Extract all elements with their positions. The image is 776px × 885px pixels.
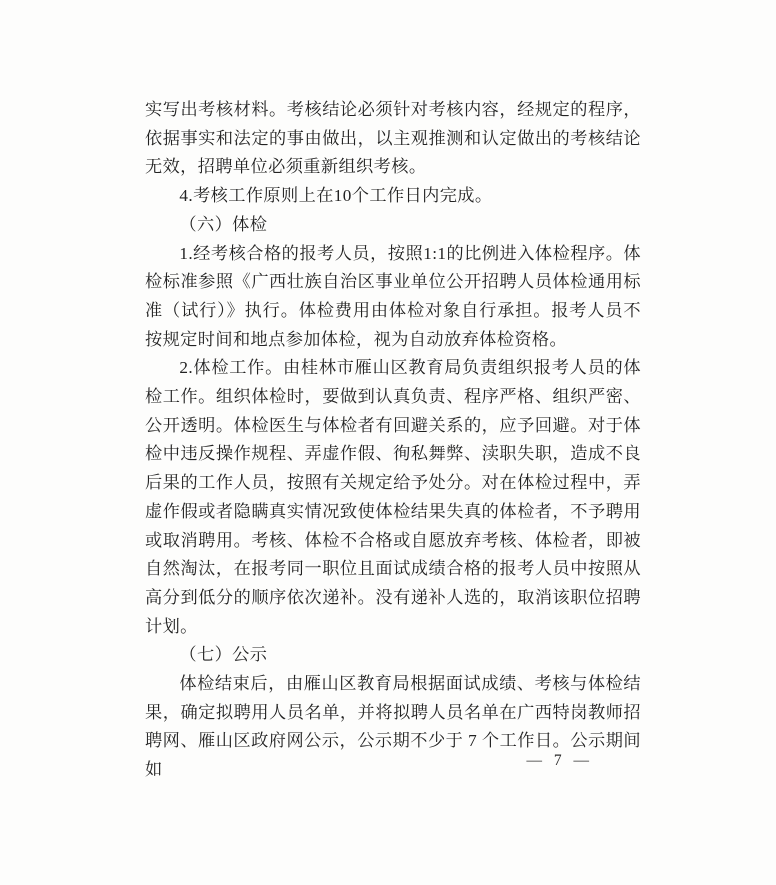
text-line: 高分到低分的顺序依次递补。没有递补人选的，取消该职位招聘 [145,587,641,607]
document-body [145,96,641,785]
text-line: 后果的工作人员，按照有关规定给予处分。对在体检过程中，弄 [145,473,641,493]
text-line: 聘网、雁山区政府网公示，公示期不少于 7 个工作日。公示期间如 [145,731,641,780]
text-line: 果，确定拟聘用人员名单，并将拟聘人员名单在广西特岗教师招 [145,702,641,722]
text-line: 公开透明。体检医生与体检者有回避关系的，应予回避。对于体 [145,415,641,435]
text-line: 准（试行）》执行。体检费用由体检对象自行承担。报考人员不 [145,300,641,320]
text-line: （六）体检 [179,214,268,234]
text-line: （七）公示 [179,645,268,665]
text-line: 虚作假或者隐瞒真实情况致使体检结果失真的体检者，不予聘用 [145,501,641,521]
text-line: 2.体检工作。由桂林市雁山区教育局负责组织报考人员的体 [179,358,641,378]
text-line: 实写出考核材料。考核结论必须针对考核内容，经规定的程序， [145,100,641,119]
text-line: 检标准参照《广西壮族自治区事业单位公开招聘人员体检通用标 [145,272,641,292]
text-line: 无效，招聘单位必须重新组织考核。 [145,157,427,177]
text-line: 计划。 [145,616,198,636]
text-line: 1.经考核合格的报考人员，按照1:1的比例进入体检程序。体 [179,243,641,263]
text-line: 检工作。组织体检时，要做到认真负责、程序严格、组织严密、 [145,387,641,407]
text-line: 或取消聘用。考核、体检不合格或自愿放弃考核、体检者，即被 [145,530,641,550]
text-line: 体检结束后，由雁山区教育局根据面试成绩、考核与体检结 [179,674,641,694]
page-number: — 7 — [526,752,593,769]
text-line: 依据事实和法定的事由做出，以主观推测和认定做出的考核结论 [145,128,641,148]
text-line: 检中违反操作规程、弄虚作假、徇私舞弊、渎职失职，造成不良 [145,444,641,464]
text-line: 4.考核工作原则上在10个工作日内完成。 [179,186,493,206]
text-line: 自然淘汰，在报考同一职位且面试成绩合格的报考人员中按照从 [145,559,641,579]
text-line: 按规定时间和地点参加体检，视为自动放弃体检资格。 [145,329,568,349]
